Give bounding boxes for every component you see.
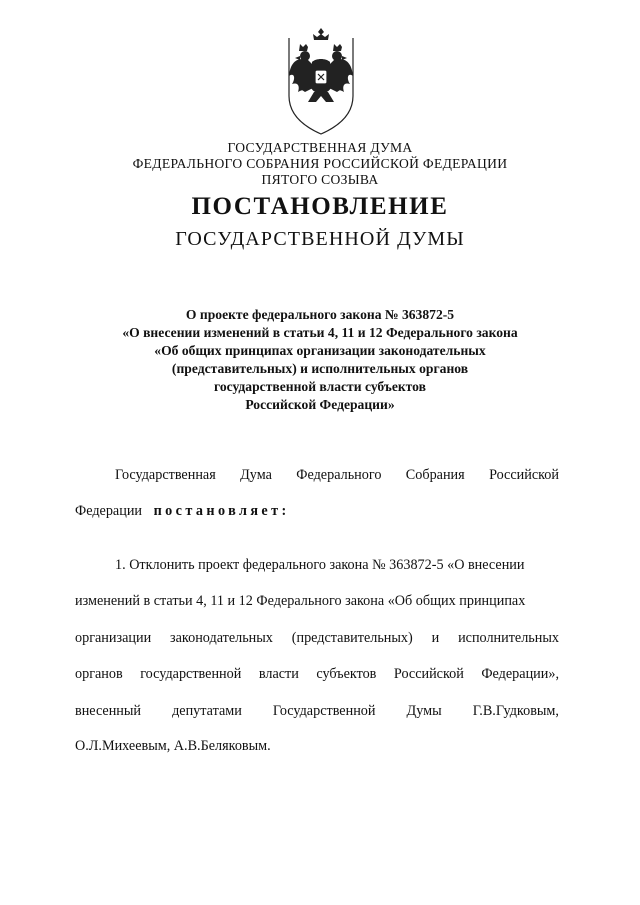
item1-line-6: О.Л.Михеевым, А.В.Беляковым. [75, 738, 271, 754]
item1-word: государственной [140, 666, 242, 682]
subject-line-3: «Об общих принципах организации законодательных [154, 343, 486, 358]
item1-word: организации [75, 630, 152, 646]
item1-word: Российской [393, 666, 464, 682]
item1-word: субъектов [316, 666, 377, 682]
org-name-line-2: ФЕДЕРАЛЬНОГО СОБРАНИЯ РОССИЙСКОЙ ФЕДЕРАЦИИ [132, 156, 508, 171]
subject-line-6: Российской Федерации» [245, 397, 395, 412]
subject-line-1: О проекте федерального закона № 363872-5 [185, 307, 455, 322]
document-subtitle: ГОСУДАРСТВЕННОЙ ДУМЫ [175, 228, 465, 250]
org-name-line-1: ГОСУДАРСТВЕННАЯ ДУМА [227, 140, 413, 155]
subject-line-5: государственной власти субъектов [214, 379, 426, 394]
item1-word: (представительных) [291, 630, 413, 646]
item1-word: Думы [406, 703, 442, 719]
item1-word: Государственной [272, 703, 376, 719]
preamble-word: Российской [489, 467, 559, 483]
convocation-line: ПЯТОГО СОЗЫВА [261, 172, 379, 187]
item1-line-1: 1. Отклонить проект федерального закона № 363872-5 «О внесении [115, 557, 525, 573]
item1-word: органов [75, 666, 123, 682]
subject-line-4: (представительных) и исполнительных органов [171, 361, 469, 376]
item1-word: исполнительных [458, 630, 559, 646]
decree-word: постановляет: [153, 503, 290, 519]
item1-word: власти [258, 666, 299, 682]
item1-line-5 [75, 703, 559, 723]
preamble-line-2 [75, 503, 559, 523]
preamble-line-1 [75, 467, 559, 487]
item1-word: депутатами [172, 703, 242, 719]
double-headed-eagle-icon [286, 26, 356, 136]
subject-line-2: «О внесении изменений в статьи 4, 11 и 12 Федерального закона [122, 325, 518, 340]
item1-line-2: изменений в статьи 4, 11 и 12 Федерального закона «Об общих принципах [75, 593, 526, 609]
item1-word: внесенный [75, 703, 142, 719]
item1-line-4 [75, 666, 559, 686]
item1-word: законодательных [170, 630, 273, 646]
preamble-word: Государственная [115, 467, 216, 483]
document-title: ПОСТАНОВЛЕНИЕ [191, 193, 449, 220]
item1-word: и [431, 630, 440, 646]
preamble-word: Дума [240, 467, 272, 483]
item1-word: Г.В.Гудковым, [472, 703, 559, 719]
item1-word: Федерации», [481, 666, 559, 682]
preamble-word: Федерального [296, 467, 382, 483]
preamble-word: Собрания [405, 467, 465, 483]
preamble-federation: Федерации [75, 503, 143, 519]
subject-block [60, 306, 580, 414]
coat-of-arms-emblem [286, 26, 356, 136]
item1-line-3 [75, 630, 559, 650]
